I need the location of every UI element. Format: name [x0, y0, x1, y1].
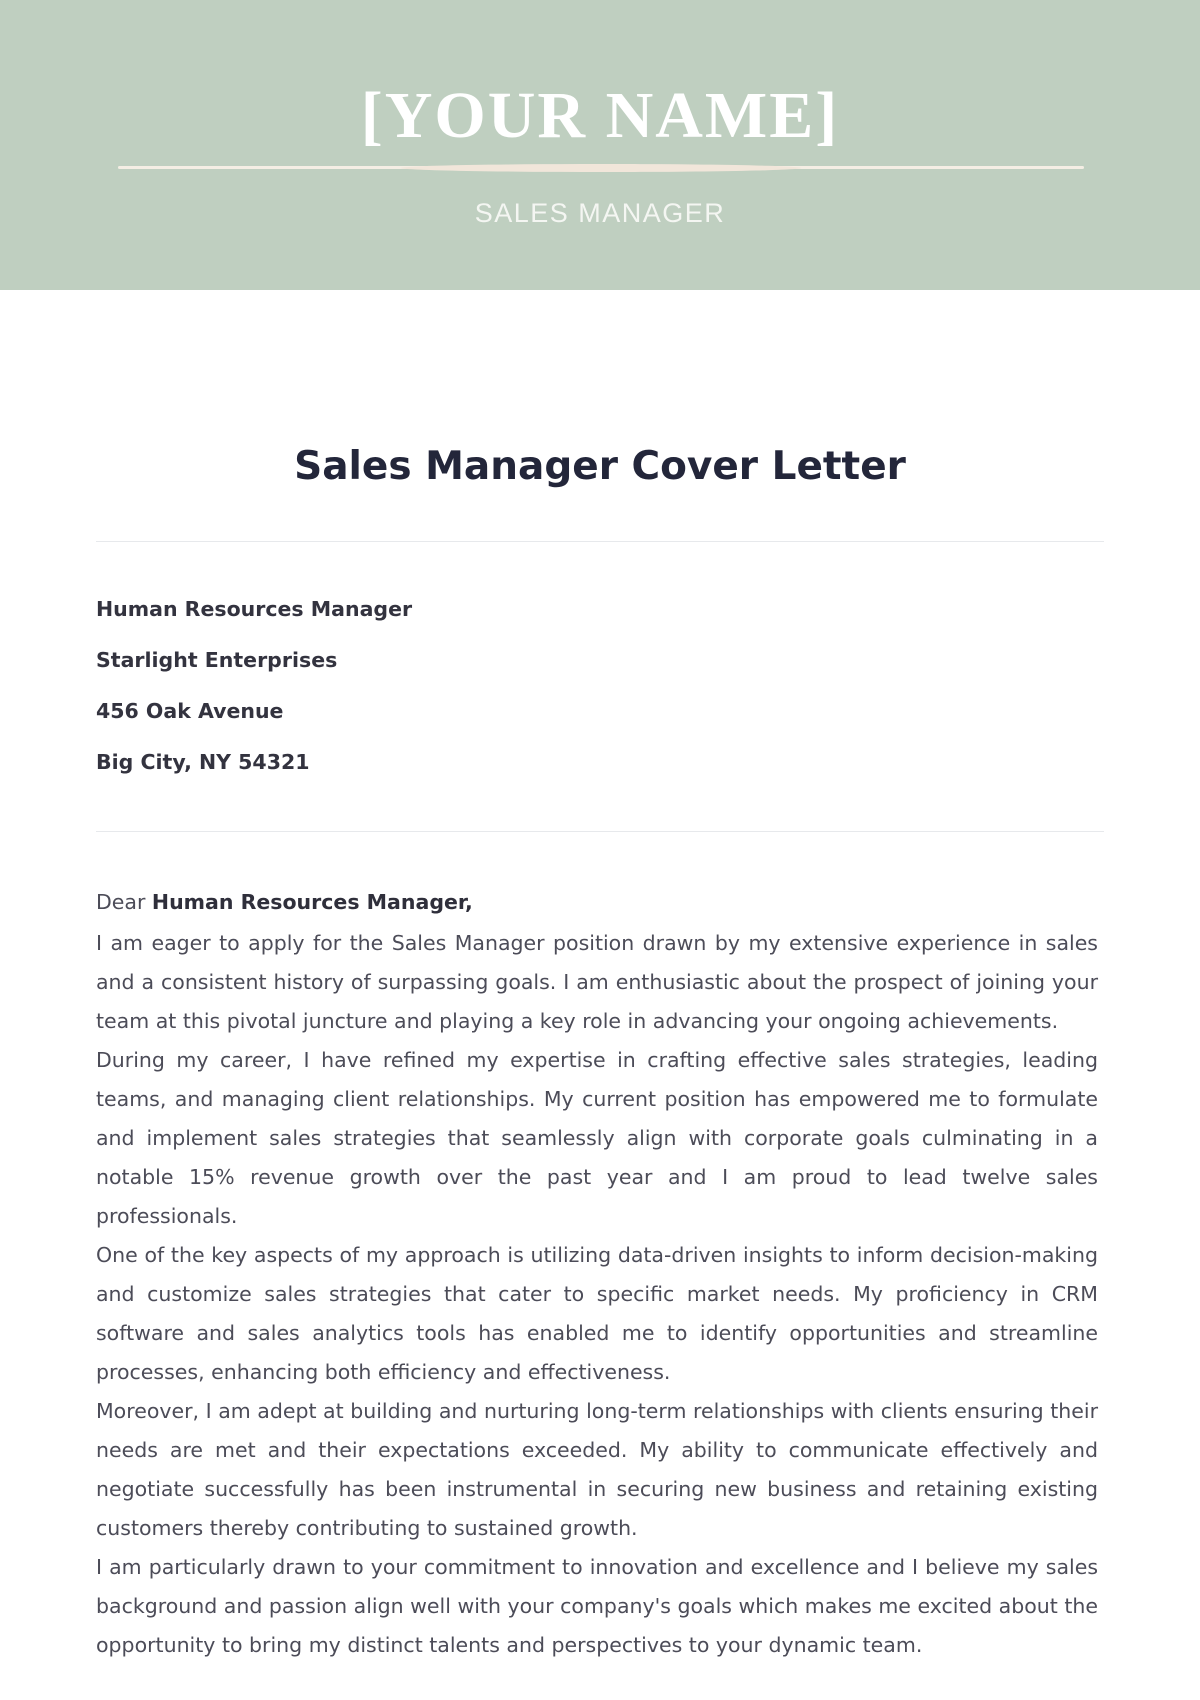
letter-paragraph: Moreover, I am adept at building and nurturing long-term relationships with clients ensuring their needs are met and their expectations exceeded. My ability to communicate effectively and negotiate successfully has been instrumental in securing new business and retaining existing customers thereby contributing to sustained growth.	[96, 1399, 1098, 1540]
recipient-address-block	[96, 596, 796, 800]
section-divider	[96, 541, 1104, 542]
section-divider	[96, 831, 1104, 832]
salutation	[96, 888, 1098, 916]
letter-paragraph: One of the key aspects of my approach is utilizing data-driven insights to inform decision-making and customize sales strategies that cater to specific market needs. My proficiency in CRM software and sales analytics tools has enabled me to identify opportunities and streamline processes, enhancing both efficiency and effectiveness.	[96, 1243, 1098, 1384]
letter-body	[96, 888, 1098, 1665]
recipient-name: Human Resources Manager	[96, 597, 413, 621]
header-divider-rule	[118, 163, 1084, 173]
recipient-street: 456 Oak Avenue	[96, 699, 284, 723]
document-title: Sales Manager Cover Letter	[294, 444, 906, 489]
letter-paragraph: I am eager to apply for the Sales Manager position drawn by my extensive experience in sales and a consistent history of surpassing goals. I am enthusiastic about the prospect of joining your team at this pivotal juncture and playing a key role in advancing your ongoing achievements.	[96, 931, 1098, 1033]
letter-paragraph: During my career, I have refined my expertise in crafting effective sales strategies, leading teams, and managing client relationships. My current position has empowered me to formulate and implement sales strategies that seamlessly align with corporate goals culminating in a notable 15% revenue growth over the past year and I am proud to lead twelve sales professionals.	[96, 1048, 1098, 1228]
header-banner	[0, 0, 1200, 290]
recipient-city: Big City, NY 54321	[96, 750, 310, 774]
salutation-recipient: Human Resources Manager,	[151, 890, 473, 914]
salutation-prefix: Dear	[96, 890, 152, 914]
letter-paragraph: I am particularly drawn to your commitment to innovation and excellence and I believe my sales background and passion align well with your company's goals which makes me excited about the opportunity to bring my distinct talents and perspectives to your dynamic team.	[96, 1555, 1098, 1657]
recipient-company: Starlight Enterprises	[96, 648, 338, 672]
applicant-role: SALES MANAGER	[474, 198, 726, 228]
applicant-name: [YOUR NAME]	[360, 79, 840, 152]
